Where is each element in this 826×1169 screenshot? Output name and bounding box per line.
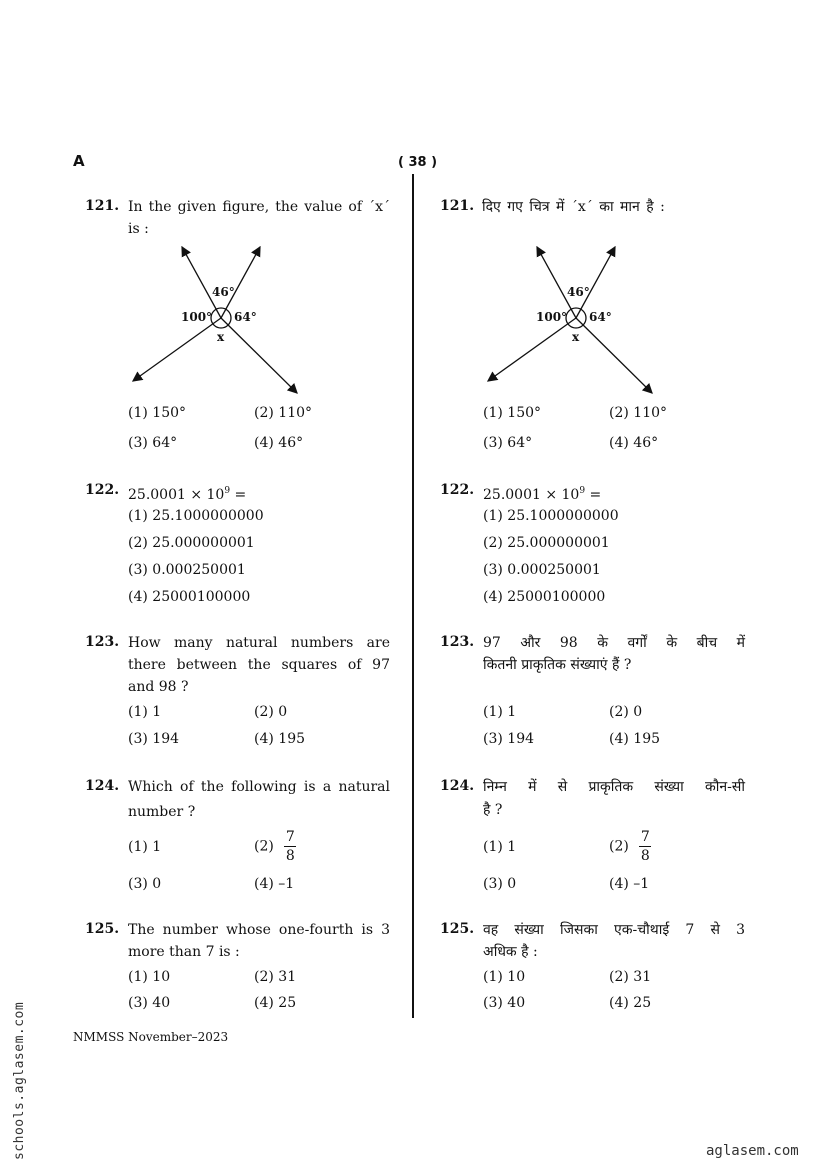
question-number: 121. <box>85 198 120 214</box>
option: (2) 31 <box>609 969 652 985</box>
option: (3) 40 <box>483 995 526 1011</box>
option: (1) 1 <box>483 839 517 855</box>
ray-upper-left <box>182 247 221 318</box>
question-number: 121. <box>440 198 475 214</box>
option: (4) 25000100000 <box>128 589 251 605</box>
ray-lower-right <box>221 318 297 393</box>
ray-lower-right <box>576 318 652 393</box>
question-text: How many natural numbers are <box>128 635 390 651</box>
option: (3) 0 <box>483 876 517 892</box>
option: (1) 150° <box>128 405 187 421</box>
option: (1) 10 <box>128 969 171 985</box>
question-number: 123. <box>85 634 120 650</box>
option: (4) 195 <box>254 731 306 747</box>
question-expression: $25.0001 \times 10^9$ = <box>128 486 247 503</box>
question-text: है ? <box>483 802 503 818</box>
option: (4) 46° <box>254 435 304 451</box>
set-code: A <box>73 152 85 170</box>
angle-label-top: 46° <box>212 285 235 299</box>
angle-label-left: 100° <box>536 310 568 324</box>
option: (3) 194 <box>128 731 180 747</box>
page-number: ( 38 ) <box>398 155 438 170</box>
angle-figure <box>125 240 310 400</box>
option: (2) 0 <box>254 704 288 720</box>
ray-upper-right <box>221 247 260 318</box>
option: (1) 10 <box>483 969 526 985</box>
question-expression: $25.0001 \times 10^9$ = <box>483 486 602 503</box>
option: (3) 40 <box>128 995 171 1011</box>
question-text: कितनी प्राकृतिक संख्याएं हैं ? <box>483 657 632 673</box>
option: (2) 31 <box>254 969 297 985</box>
fraction: $\frac{7}{8}$ <box>640 829 650 864</box>
option: (2) 110° <box>254 405 313 421</box>
question-text: more than 7 is : <box>128 944 240 960</box>
question-number: 125. <box>440 921 475 937</box>
angle-label-x: x <box>572 330 580 344</box>
question-number: 122. <box>85 482 120 498</box>
option: (2) 0 <box>609 704 643 720</box>
question-text: वह संख्या जिसका एक-चौथाई 7 से 3 <box>483 922 745 938</box>
option: (1) 25.1000000000 <box>128 508 264 524</box>
option: (3) 0 <box>128 876 162 892</box>
fraction: $\frac{7}{8}$ <box>285 829 295 864</box>
option: (1) 1 <box>128 839 162 855</box>
ray-upper-right <box>576 247 615 318</box>
ray-upper-left <box>537 247 576 318</box>
option: (2) 110° <box>609 405 668 421</box>
footer-exam-name: NMMSS November–2023 <box>73 1030 229 1044</box>
option: (3) 0.000250001 <box>483 562 601 578</box>
option: (4) –1 <box>254 876 295 892</box>
option: (1) 1 <box>128 704 162 720</box>
angle-label-top: 46° <box>567 285 590 299</box>
question-number: 125. <box>85 921 120 937</box>
question-text: 97 और 98 के वर्गों के बीच में <box>483 635 745 651</box>
option: (4) 195 <box>609 731 661 747</box>
angle-label-right: 64° <box>589 310 612 324</box>
question-number: 124. <box>440 778 475 794</box>
question-text: निम्न में से प्राकृतिक संख्या कौन-सी <box>483 779 745 795</box>
option: (3) 64° <box>483 435 533 451</box>
option: (3) 64° <box>128 435 178 451</box>
question-number: 122. <box>440 482 475 498</box>
option: (1) 25.1000000000 <box>483 508 619 524</box>
option: (3) 194 <box>483 731 535 747</box>
option: (4) –1 <box>609 876 650 892</box>
option: (1) 150° <box>483 405 542 421</box>
option: (1) 1 <box>483 704 517 720</box>
question-text: and 98 ? <box>128 679 189 695</box>
option: (4) 25 <box>254 995 297 1011</box>
option: (2) 25.000000001 <box>483 535 610 551</box>
question-text: The number whose one-fourth is 3 <box>128 922 390 938</box>
question-number: 124. <box>85 778 120 794</box>
option: (2) 25.000000001 <box>128 535 255 551</box>
option: (2) $\frac{7}{8}$ <box>254 829 295 864</box>
angle-label-left: 100° <box>181 310 213 324</box>
option: (4) 25000100000 <box>483 589 606 605</box>
option: (3) 0.000250001 <box>128 562 246 578</box>
question-text: In the given figure, the value of ´x´ <box>128 199 390 215</box>
question-text: Which of the following is a natural <box>128 779 390 795</box>
question-text: अधिक है : <box>483 944 538 960</box>
question-text: there between the squares of 97 <box>128 657 390 673</box>
column-divider <box>412 174 414 1018</box>
question-text: number ? <box>128 804 196 820</box>
option: (4) 46° <box>609 435 659 451</box>
question-number: 123. <box>440 634 475 650</box>
ray-lower-left <box>133 318 221 381</box>
side-watermark: schools.aglasem.com <box>12 1001 27 1160</box>
question-text: is : <box>128 221 149 237</box>
option: (2) $\frac{7}{8}$ <box>609 829 650 864</box>
angle-figure <box>480 240 665 400</box>
angle-label-x: x <box>217 330 225 344</box>
angle-label-right: 64° <box>234 310 257 324</box>
bottom-watermark: aglasem.com <box>706 1143 799 1159</box>
ray-lower-left <box>488 318 576 381</box>
option: (4) 25 <box>609 995 652 1011</box>
question-text: दिए गए चित्र में ´x´ का मान है : <box>482 199 665 215</box>
